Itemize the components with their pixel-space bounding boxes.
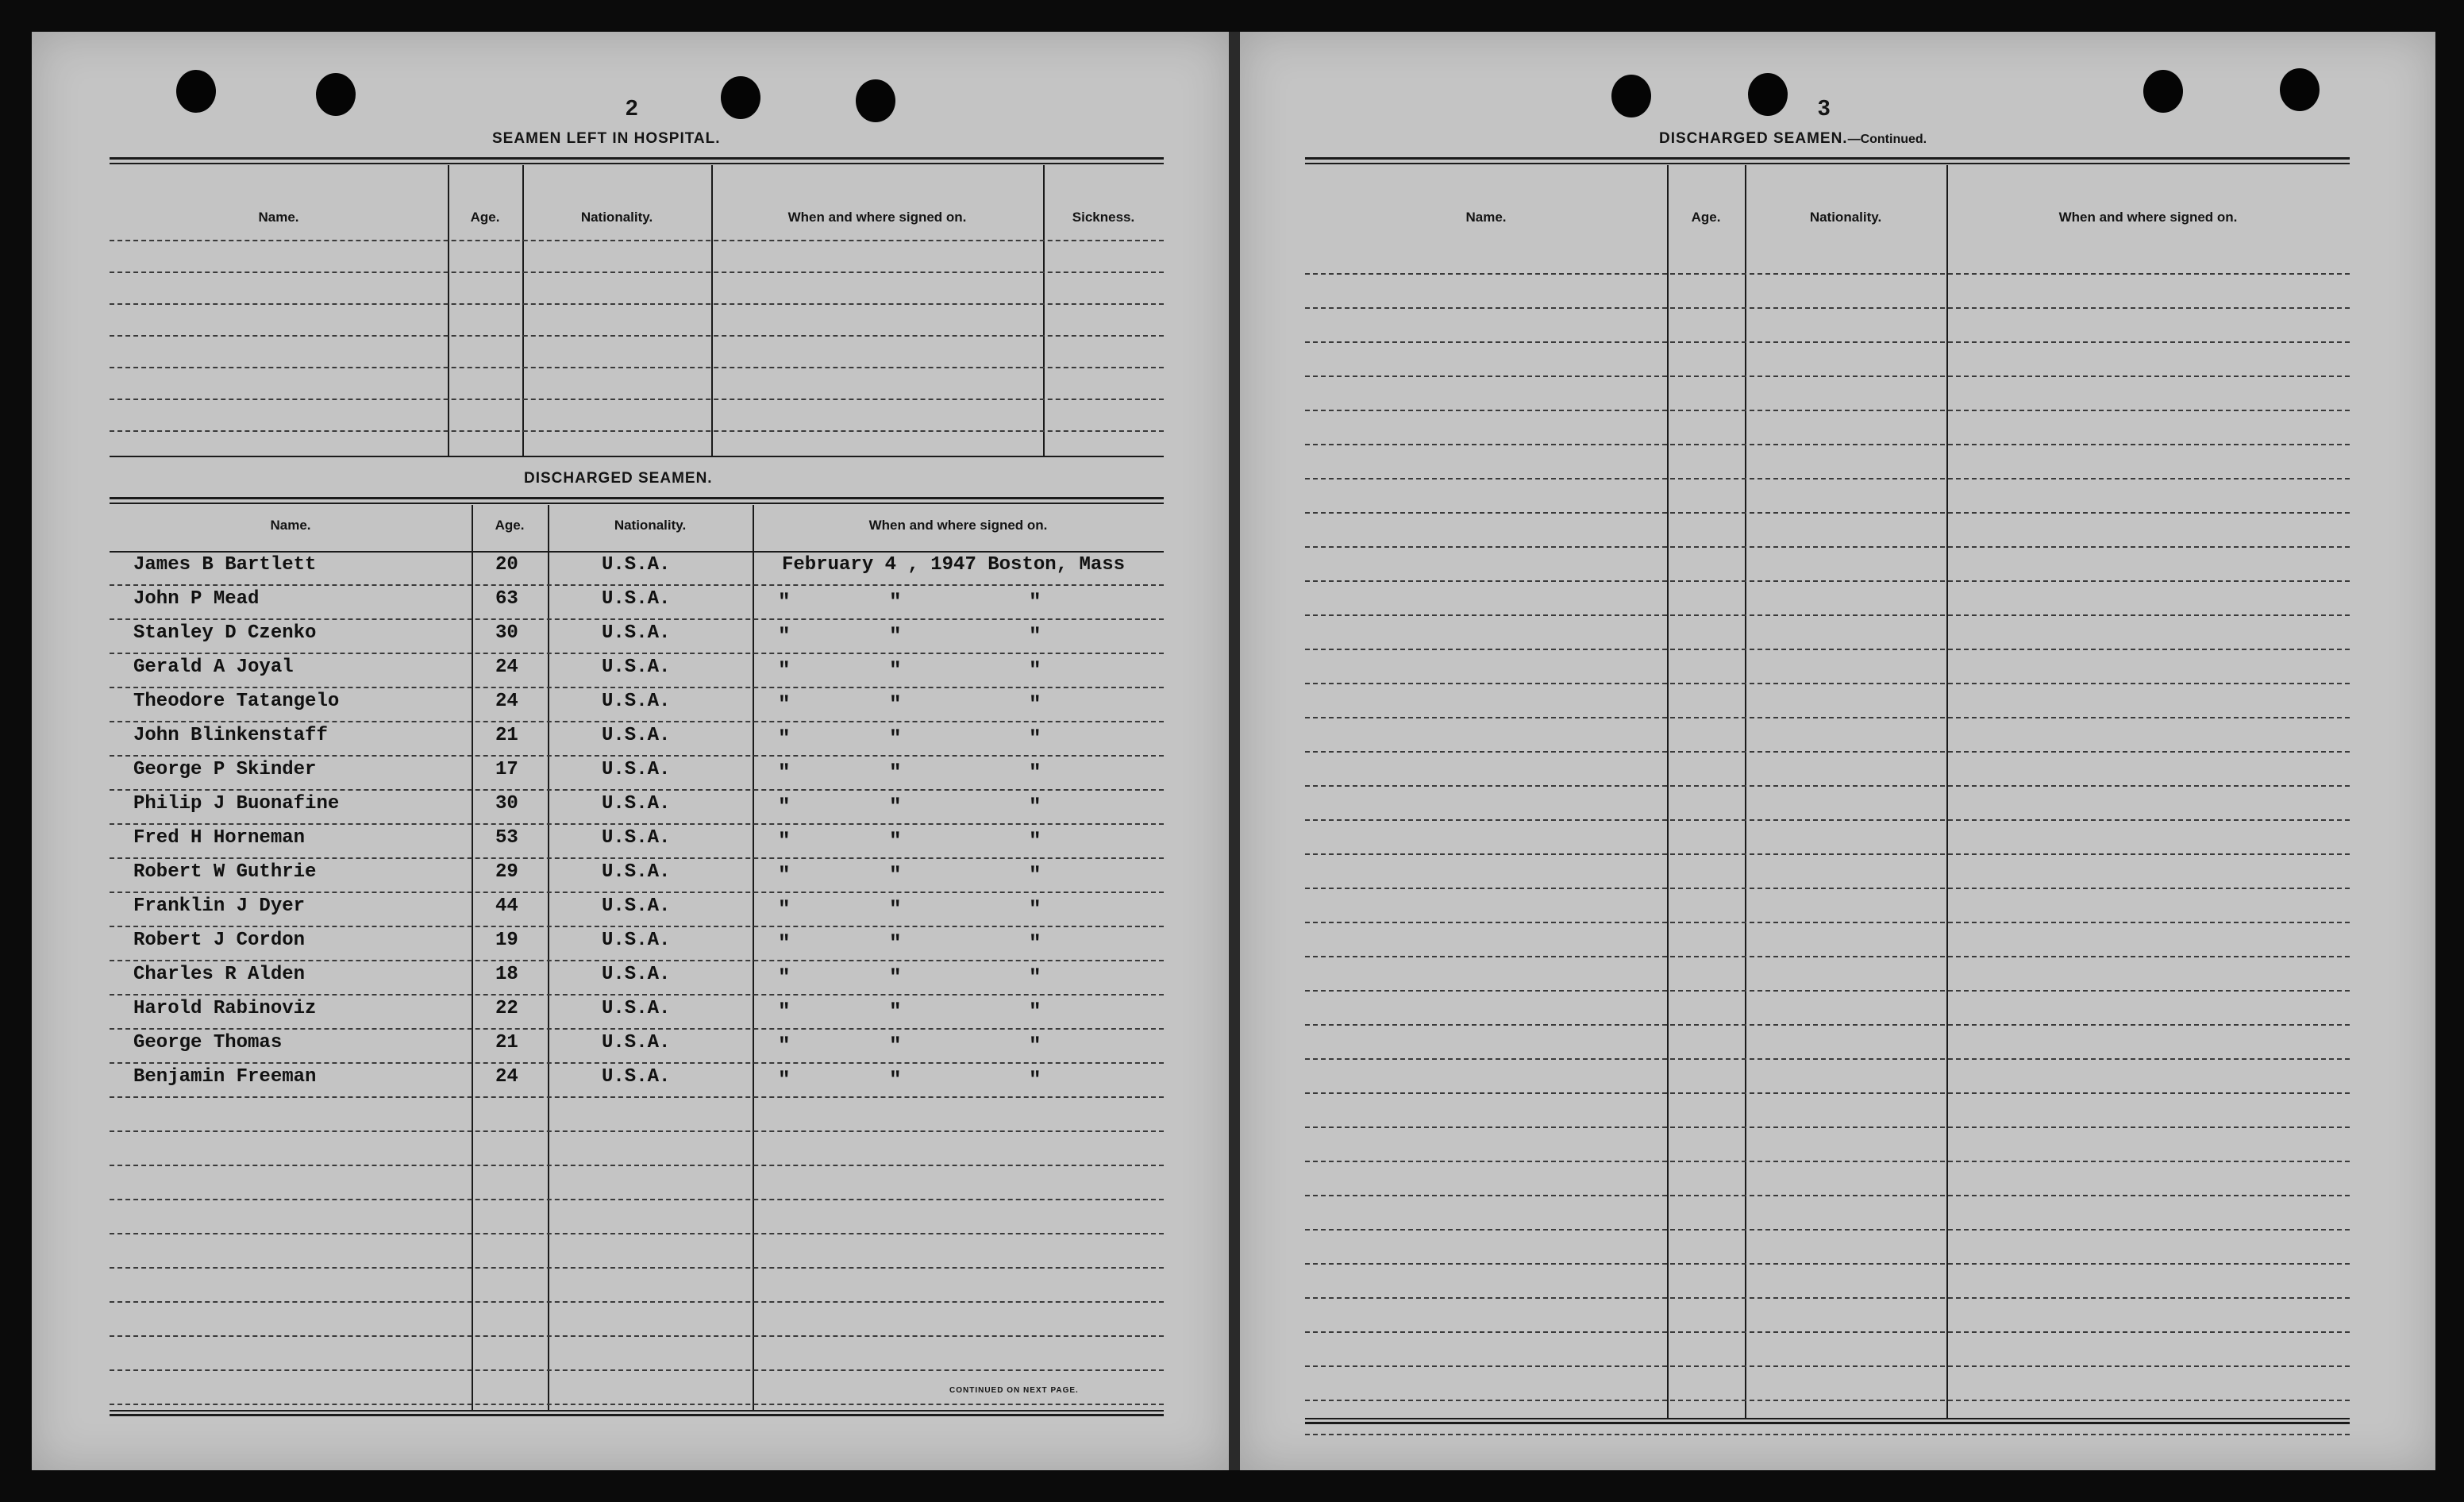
seaman-nationality: U.S.A.: [602, 998, 671, 1019]
seaman-name: James B Bartlett: [133, 554, 317, 576]
seaman-nationality: U.S.A.: [602, 588, 671, 610]
signed-on: February 4 , 1947 Boston, Mass: [782, 554, 1126, 576]
ditto-mark: ": [889, 692, 902, 716]
ditto-mark: ": [889, 965, 902, 989]
seaman-nationality: U.S.A.: [602, 827, 671, 849]
ditto-mark: ": [889, 897, 902, 921]
table-row: [110, 687, 1164, 722]
ditto-mark: ": [889, 590, 902, 614]
hospital-section-title: SEAMEN LEFT IN HOSPITAL.: [492, 130, 721, 147]
seaman-name: George Thomas: [133, 1032, 283, 1053]
column-header-when-where: When and where signed on.: [868, 518, 1048, 533]
punch-hole: [856, 79, 895, 122]
seaman-name: Franklin J Dyer: [133, 895, 306, 917]
seaman-age: 53: [495, 827, 518, 849]
punch-hole: [721, 76, 760, 119]
table-row: [110, 1063, 1164, 1097]
seaman-age: 63: [495, 588, 518, 610]
column-header-nationality: Nationality.: [1809, 210, 1882, 225]
discharged-section-title: DISCHARGED SEAMEN.: [524, 470, 713, 487]
ditto-mark: ": [889, 863, 902, 887]
seaman-nationality: U.S.A.: [602, 861, 671, 883]
seaman-age: 24: [495, 1066, 518, 1088]
table-row: [110, 892, 1164, 926]
table-row: [110, 926, 1164, 961]
page-fold: [1229, 32, 1240, 1470]
seaman-age: 17: [495, 759, 518, 780]
ditto-mark: ": [889, 761, 902, 784]
column-header-when-where: When and where signed on.: [787, 210, 967, 225]
ditto-mark: ": [1029, 761, 1041, 784]
seaman-age: 21: [495, 1032, 518, 1053]
left-page: [32, 32, 1229, 1470]
column-header-age: Age.: [470, 210, 500, 225]
column-header-age: Age.: [495, 518, 525, 533]
seaman-name: Gerald A Joyal: [133, 657, 294, 678]
seaman-nationality: U.S.A.: [602, 554, 671, 576]
ditto-mark: ": [778, 658, 791, 682]
ditto-mark: ": [778, 624, 791, 648]
table-row: [110, 995, 1164, 1029]
seaman-name: Fred H Horneman: [133, 827, 306, 849]
seaman-age: 20: [495, 554, 518, 576]
seaman-nationality: U.S.A.: [602, 622, 671, 644]
ditto-mark: ": [778, 726, 791, 750]
seaman-age: 18: [495, 964, 518, 985]
ditto-mark: ": [778, 897, 791, 921]
ditto-mark: ": [889, 999, 902, 1023]
table-row: [110, 858, 1164, 892]
title-sub: —Continued.: [1847, 133, 1927, 146]
seaman-name: Benjamin Freeman: [133, 1066, 317, 1088]
seaman-nationality: U.S.A.: [602, 1032, 671, 1053]
seaman-name: John P Mead: [133, 588, 260, 610]
seaman-nationality: U.S.A.: [602, 1066, 671, 1088]
ditto-mark: ": [889, 658, 902, 682]
ditto-mark: ": [1029, 692, 1041, 716]
table-row: [110, 961, 1164, 995]
ditto-mark: ": [778, 1034, 791, 1057]
discharged-table: [110, 497, 1164, 1416]
ditto-mark: ": [1029, 590, 1041, 614]
seaman-name: Charles R Alden: [133, 964, 306, 985]
seaman-age: 29: [495, 861, 518, 883]
punch-hole: [2280, 68, 2320, 111]
table-row: [110, 790, 1164, 824]
title-main: DISCHARGED SEAMEN.: [1659, 130, 1848, 147]
column-header-nationality: Nationality.: [580, 210, 653, 225]
ditto-mark: ": [889, 931, 902, 955]
ditto-mark: ": [778, 829, 791, 853]
hospital-table: [110, 157, 1164, 457]
column-header-name: Name.: [270, 518, 311, 533]
table-row: [110, 756, 1164, 790]
ditto-mark: ": [1029, 1034, 1041, 1057]
seaman-age: 21: [495, 725, 518, 746]
column-header-sickness: Sickness.: [1072, 210, 1135, 225]
ditto-mark: ": [889, 624, 902, 648]
ditto-mark: ": [889, 1034, 902, 1057]
column-header-nationality: Nationality.: [614, 518, 687, 533]
ditto-mark: ": [778, 1068, 791, 1092]
continued-note: CONTINUED ON NEXT PAGE.: [949, 1386, 1079, 1395]
punch-hole: [1748, 73, 1788, 116]
seaman-age: 19: [495, 930, 518, 951]
table-row: [110, 619, 1164, 653]
seaman-age: 44: [495, 895, 518, 917]
column-header-age: Age.: [1691, 210, 1721, 225]
seaman-nationality: U.S.A.: [602, 657, 671, 678]
punch-hole: [176, 70, 216, 113]
seaman-name: Stanley D Czenko: [133, 622, 317, 644]
table-row: [110, 722, 1164, 756]
seaman-name: George P Skinder: [133, 759, 317, 780]
seaman-nationality: U.S.A.: [602, 691, 671, 712]
seaman-nationality: U.S.A.: [602, 964, 671, 985]
seaman-name: Harold Rabinoviz: [133, 998, 317, 1019]
seaman-nationality: U.S.A.: [602, 725, 671, 746]
ditto-mark: ": [889, 1068, 902, 1092]
column-header-when-where: When and where signed on.: [2058, 210, 2238, 225]
ditto-mark: ": [1029, 829, 1041, 853]
discharged-continued-title: [1659, 130, 1927, 148]
seaman-name: Philip J Buonafine: [133, 793, 340, 815]
ditto-mark: ": [778, 863, 791, 887]
table-row: [110, 824, 1164, 858]
ditto-mark: ": [778, 590, 791, 614]
punch-hole: [316, 73, 356, 116]
ditto-mark: ": [1029, 795, 1041, 818]
seaman-age: 24: [495, 691, 518, 712]
ditto-mark: ": [889, 829, 902, 853]
ditto-mark: ": [1029, 1068, 1041, 1092]
right-page: [1240, 32, 2435, 1470]
column-header-name: Name.: [258, 210, 299, 225]
discharged-continued-table: [1305, 157, 2350, 1424]
ditto-mark: ": [1029, 897, 1041, 921]
seaman-nationality: U.S.A.: [602, 759, 671, 780]
seaman-name: Theodore Tatangelo: [133, 691, 340, 712]
ditto-mark: ": [1029, 999, 1041, 1023]
ditto-mark: ": [1029, 658, 1041, 682]
seaman-name: Robert W Guthrie: [133, 861, 317, 883]
punch-hole: [2143, 70, 2183, 113]
table-row: [110, 1029, 1164, 1063]
ditto-mark: ": [778, 999, 791, 1023]
ditto-mark: ": [889, 726, 902, 750]
ditto-mark: ": [778, 795, 791, 818]
table-row: [110, 551, 1164, 585]
ditto-mark: ": [778, 761, 791, 784]
seaman-name: John Blinkenstaff: [133, 725, 328, 746]
ditto-mark: ": [1029, 863, 1041, 887]
ditto-mark: ": [1029, 726, 1041, 750]
seaman-age: 22: [495, 998, 518, 1019]
table-row: [110, 653, 1164, 687]
ditto-mark: ": [778, 965, 791, 989]
seaman-nationality: U.S.A.: [602, 895, 671, 917]
seaman-nationality: U.S.A.: [602, 930, 671, 951]
seaman-name: Robert J Cordon: [133, 930, 306, 951]
ditto-mark: ": [1029, 965, 1041, 989]
seaman-age: 30: [495, 793, 518, 815]
ditto-mark: ": [778, 692, 791, 716]
punch-hole: [1611, 75, 1651, 117]
column-header-name: Name.: [1465, 210, 1507, 225]
page-number: 2: [626, 95, 638, 120]
ditto-mark: ": [1029, 931, 1041, 955]
page-number: 3: [1818, 95, 1831, 120]
seaman-age: 30: [495, 622, 518, 644]
table-row: [110, 585, 1164, 619]
ditto-mark: ": [889, 795, 902, 818]
seaman-age: 24: [495, 657, 518, 678]
ditto-mark: ": [778, 931, 791, 955]
seaman-nationality: U.S.A.: [602, 793, 671, 815]
ditto-mark: ": [1029, 624, 1041, 648]
